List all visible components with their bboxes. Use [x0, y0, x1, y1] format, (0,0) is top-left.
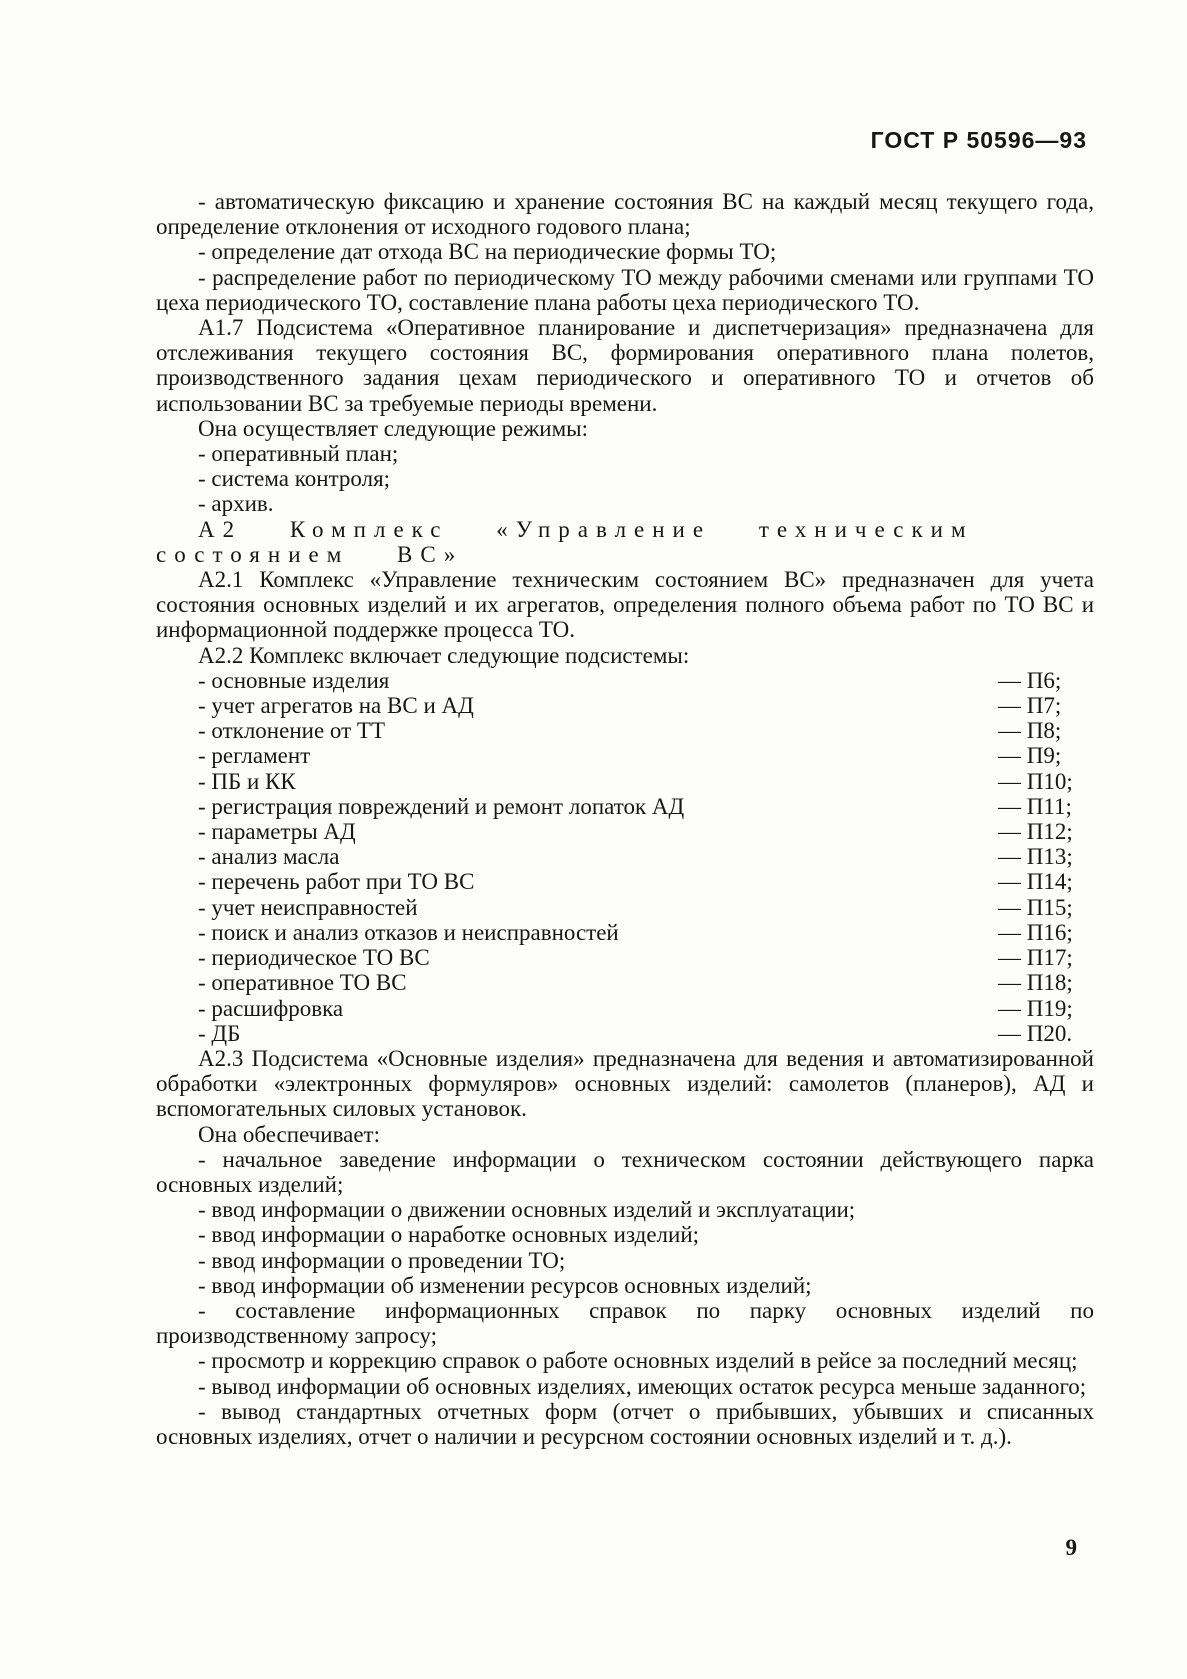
paragraph: Она осуществляет следующие режимы: [198, 415, 588, 441]
subsystem-name: - анализ масла [198, 844, 340, 870]
subsystem-name: - параметры АД [198, 819, 356, 845]
subsystem-code: — П7; [998, 693, 1062, 719]
subsystem-code: — П13; [998, 844, 1073, 870]
section-heading: А2 Комплекс «Управление техническим состоянием ВС» [156, 516, 974, 567]
subsystem-code: — П17; [998, 945, 1073, 971]
subsystem-name: - регистрация повреждений и ремонт лопаток АД [198, 793, 685, 819]
list-item: - ввод информации об изменении ресурсов основных изделий; [198, 1272, 812, 1298]
subsystem-code: — П6; [998, 667, 1062, 693]
subsystem-row [156, 869, 1094, 894]
paragraph: А1.7 Подсистема «Оперативное планирование и диспетчеризация» предназначена для отслеживания текущего состояния ВС, формирования оперативного плана полетов, производственного задания цехам периодического и оперативного ТО и отчетов об использовании ВС за требуемые периоды времени. [156, 315, 1094, 416]
subsystem-row [156, 743, 1094, 768]
subsystem-row [156, 920, 1094, 945]
subsystem-code: — П8; [998, 718, 1062, 744]
paragraph: - автоматическую фиксацию и хранение состояния ВС на каждый месяц текущего года, определение отклонения от исходного годового плана; [156, 189, 1094, 240]
list-item: - просмотр и коррекцию справок о работе основных изделий в рейсе за последний месяц; [198, 1348, 1078, 1374]
paragraph: - определение дат отхода ВС на периодические формы ТО; [198, 239, 777, 265]
subsystem-row [156, 668, 1094, 693]
paragraph: Она обеспечивает: [198, 1121, 381, 1147]
subsystem-code: — П20. [998, 1020, 1073, 1046]
subsystem-code: — П18; [998, 970, 1073, 996]
list-item: - система контроля; [198, 466, 391, 492]
subsystem-row [156, 819, 1094, 844]
subsystem-row [156, 769, 1094, 794]
paragraph: А2.3 Подсистема «Основные изделия» предназначена для ведения и автоматизированной обработки «электронных формуляров» основных изделий: самолетов (планеров), АД и вспомогательных силовых установок. [156, 1045, 1094, 1122]
subsystem-name: - учет агрегатов на ВС и АД [198, 693, 474, 719]
standard-header: ГОСТ Р 50596—93 [870, 127, 1087, 153]
subsystem-row [156, 945, 1094, 970]
list-item: - ввод информации о проведении ТО; [198, 1247, 566, 1273]
subsystem-code: — П11; [998, 793, 1072, 819]
subsystem-row [156, 1021, 1094, 1046]
subsystem-row [156, 718, 1094, 743]
subsystem-name: - поиск и анализ отказов и неисправностей [198, 919, 619, 945]
subsystem-code: — П10; [998, 768, 1073, 794]
paragraph: А2.2 Комплекс включает следующие подсистемы: [198, 642, 690, 668]
subsystem-name: - расшифровка [198, 995, 344, 1021]
list-item: - оперативный план; [198, 441, 399, 467]
subsystem-code: — П9; [998, 743, 1062, 769]
subsystem-name: - регламент [198, 743, 311, 769]
subsystem-row [156, 794, 1094, 819]
subsystem-name: - основные изделия [198, 667, 390, 693]
subsystem-name: - ДБ [198, 1020, 241, 1046]
subsystem-name: - ПБ и КК [198, 768, 296, 794]
subsystem-name: - перечень работ при ТО ВС [198, 869, 475, 895]
subsystem-code: — П15; [998, 894, 1073, 920]
page-number: 9 [1065, 1535, 1077, 1560]
subsystem-code: — П19; [998, 995, 1073, 1021]
subsystem-row [156, 996, 1094, 1021]
list-item: - составление информационных справок по парку основных изделий по производственному запросу; [156, 1297, 1094, 1349]
subsystem-name: - оперативное ТО ВС [198, 970, 407, 996]
list-item: - ввод информации о движении основных изделий и эксплуатации; [198, 1197, 856, 1223]
subsystem-code: — П14; [998, 869, 1073, 895]
subsystem-name: - отклонение от ТТ [198, 718, 385, 744]
list-item: - вывод стандартных отчетных форм (отчет о прибывших, убывших и списанных основных изделиях, отчет о наличии и ресурсном состоянии основных изделий и т. д.). [156, 1398, 1094, 1449]
subsystem-code: — П12; [998, 819, 1073, 845]
paragraph: - распределение работ по периодическому ТО между рабочими сменами или группами ТО цеха периодического ТО, составление плана работы цеха периодического ТО. [156, 264, 1094, 315]
list-item: - начальное заведение информации о техническом состоянии действующего парка основных изделий; [156, 1146, 1094, 1197]
list-item: - архив. [198, 491, 274, 517]
subsystem-row [156, 895, 1094, 920]
subsystem-code: — П16; [998, 919, 1073, 945]
list-item: - вывод информации об основных изделиях, имеющих остаток ресурса меньше заданного; [198, 1373, 1087, 1399]
subsystem-name: - периодическое ТО ВС [198, 945, 430, 971]
document-body [156, 189, 1094, 1449]
subsystem-name: - учет неисправностей [198, 894, 418, 920]
subsystem-row [156, 970, 1094, 995]
subsystem-list [156, 668, 1094, 1046]
list-item: - ввод информации о наработке основных изделий; [198, 1222, 700, 1248]
subsystem-row [156, 693, 1094, 718]
paragraph: А2.1 Комплекс «Управление техническим состоянием ВС» предназначен для учета состояния основных изделий и их агрегатов, определения полного объема работ по ТО ВС и информационной поддержке процесса ТО. [156, 567, 1094, 643]
subsystem-row [156, 844, 1094, 869]
